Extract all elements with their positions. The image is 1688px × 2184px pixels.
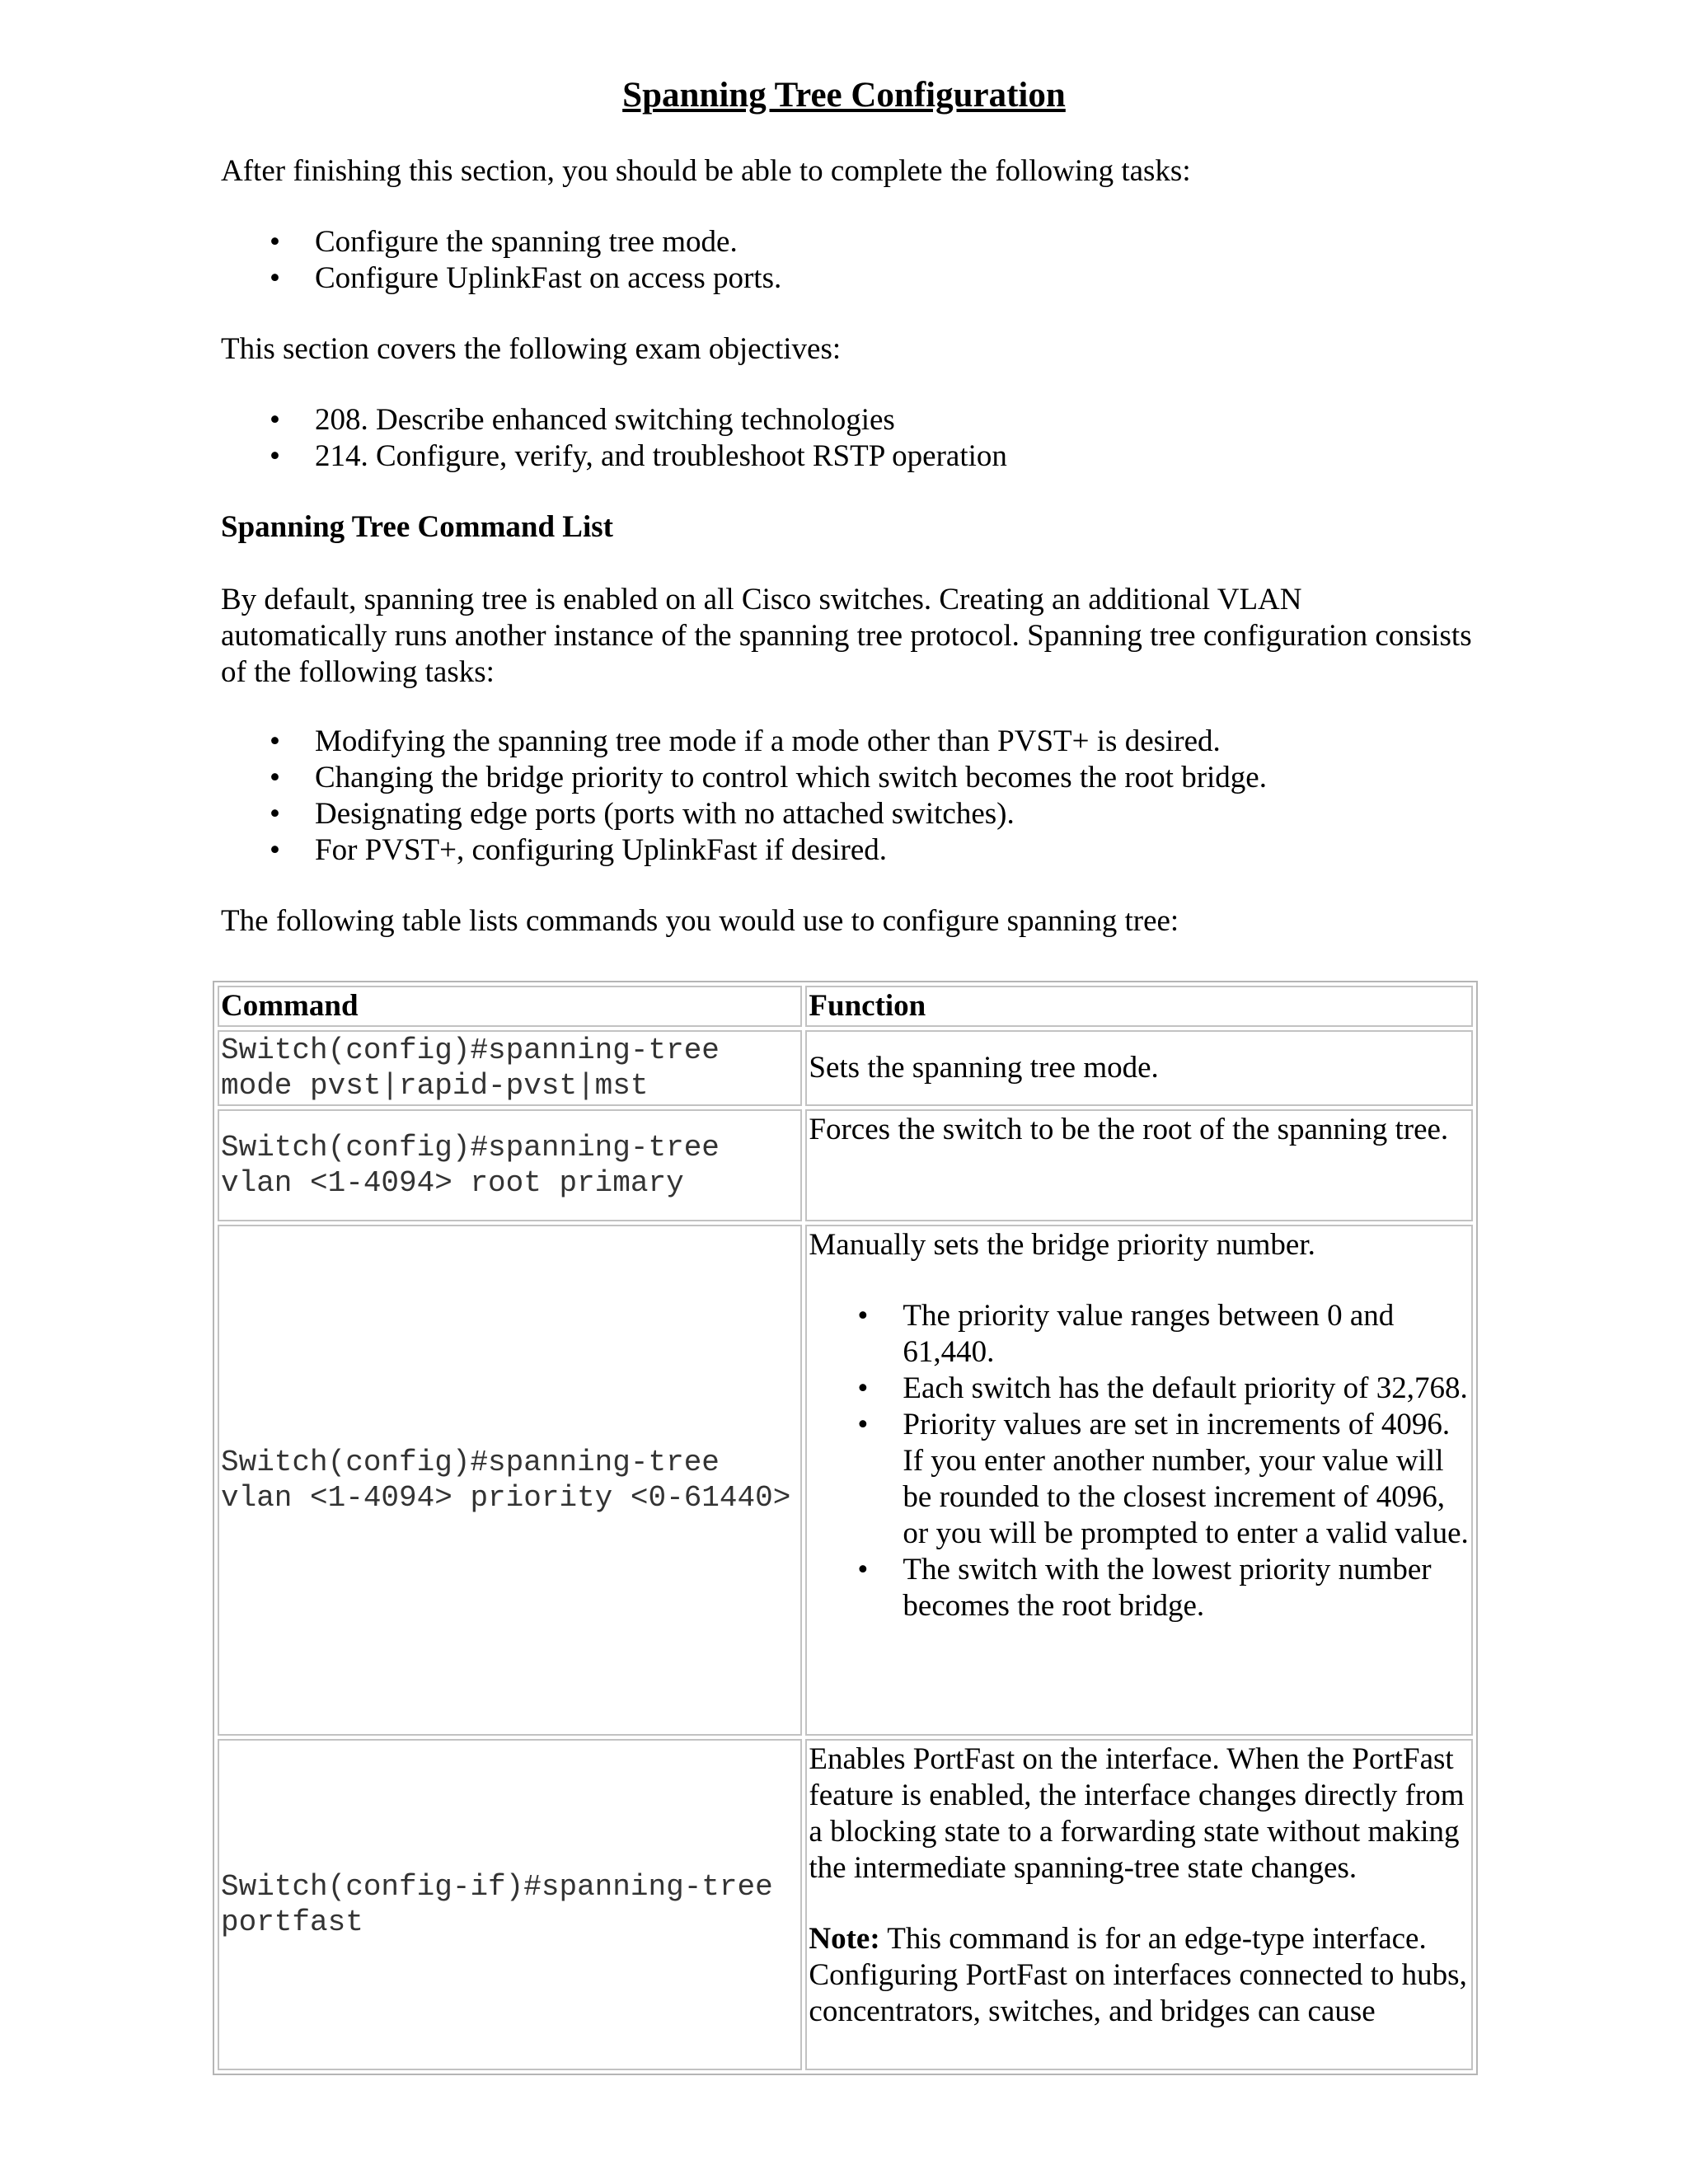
list-item: • Configure UplinkFast on access ports. — [221, 260, 1457, 297]
list-item: • 214. Configure, verify, and troubleshoot RSTP operation — [221, 438, 1457, 475]
section-body: By default, spanning tree is enabled on all Cisco switches. Creating an additional VLAN automatically runs another instance of the spanning tree protocol. Spanning tree configuration consists of the following tasks: — [221, 583, 1472, 689]
function-text: Manually sets the bridge priority number. — [809, 1228, 1315, 1262]
page-title: Spanning Tree Configuration — [622, 76, 1066, 115]
table-header-row — [218, 986, 1473, 1027]
list-item: • Modifying the spanning tree mode if a mode other than PVST+ is desired. — [221, 724, 1474, 760]
list-item: • Changing the bridge priority to control which switch becomes the root bridge. — [221, 760, 1474, 796]
command-cell: Switch(config)#spanning-tree mode pvst|rapid-pvst|mst — [218, 1030, 802, 1106]
command-cell: Switch(config)#spanning-tree vlan <1-4094> priority <0-61440> — [218, 1225, 802, 1736]
list-item: • For PVST+, configuring UplinkFast if desired. — [221, 832, 1474, 869]
table-intro: The following table lists commands you would use to configure spanning tree: — [221, 904, 1179, 938]
function-cell: Forces the switch to be the root of the spanning tree. — [805, 1109, 1473, 1221]
command-table — [213, 981, 1478, 2075]
note-label: Note: — [809, 1922, 880, 1956]
function-text: Enables PortFast on the interface. When the PortFast feature is enabled, the interface changes directly from a blocking state to a forwarding state without making the intermediate spanning-tree state changes. — [809, 1742, 1465, 1885]
table-row — [218, 1109, 1473, 1221]
list-item: • Each switch has the default priority of 32,768. — [809, 1371, 1470, 1407]
objective-list — [221, 402, 1457, 475]
config-task-list — [221, 724, 1474, 869]
table-row — [218, 1225, 1473, 1736]
function-cell — [805, 1225, 1473, 1736]
intro-text: After finishing this section, you should be able to complete the following tasks: — [221, 154, 1191, 188]
objectives-intro: This section covers the following exam objectives: — [221, 332, 842, 366]
table-row — [218, 1739, 1473, 2070]
column-header-function: Function — [805, 986, 1473, 1027]
function-cell — [805, 1739, 1473, 2070]
note-paragraph — [809, 1921, 1470, 2030]
task-list — [221, 224, 1457, 297]
list-item: • Designating edge ports (ports with no attached switches). — [221, 796, 1474, 832]
list-item: • The priority value ranges between 0 and 61,440. — [809, 1298, 1470, 1371]
function-cell: Sets the spanning tree mode. — [805, 1030, 1473, 1106]
list-item: • Priority values are set in increments of 4096. If you enter another number, your value will be rounded to the closest increment of 4096, or you will be prompted to enter a valid value. — [809, 1407, 1470, 1552]
note-text: This command is for an edge-type interface. Configuring PortFast on interfaces connected to hubs, concentrators, switches, and bridges can cause — [809, 1922, 1467, 2028]
command-cell: Switch(config-if)#spanning-tree portfast — [218, 1739, 802, 2070]
column-header-command: Command — [218, 986, 802, 1027]
list-item: • The switch with the lowest priority number becomes the root bridge. — [809, 1552, 1470, 1624]
command-cell: Switch(config)#spanning-tree vlan <1-4094> root primary — [218, 1109, 802, 1221]
list-item: • Configure the spanning tree mode. — [221, 224, 1457, 260]
table-row — [218, 1030, 1473, 1106]
section-heading: Spanning Tree Command List — [221, 510, 613, 544]
priority-notes-list — [809, 1298, 1470, 1624]
list-item: • 208. Describe enhanced switching technologies — [221, 402, 1457, 438]
